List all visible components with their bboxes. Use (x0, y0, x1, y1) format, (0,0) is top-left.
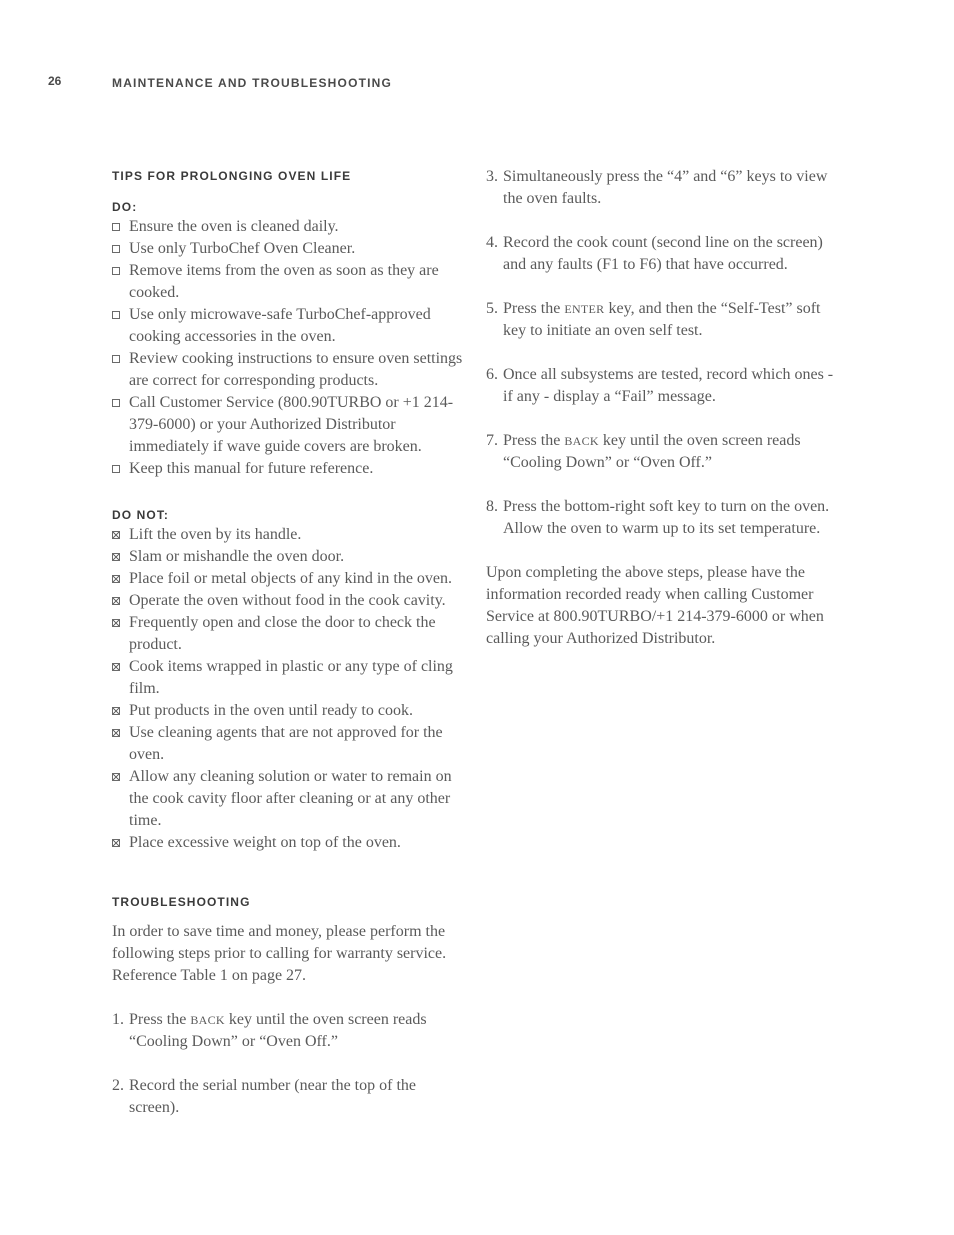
key-name: ENTER (564, 302, 605, 316)
crossed-box-icon (112, 575, 120, 583)
checkbox-icon (112, 311, 120, 319)
list-item: Place foil or metal objects of any kind in the oven. (112, 568, 468, 590)
checkbox-icon (112, 223, 120, 231)
crossed-box-icon (112, 619, 120, 627)
step-item: 5. Press the ENTER key, and then the “Self-Test” soft key to initiate an oven self test. (486, 300, 821, 339)
crossed-box-icon (112, 531, 120, 539)
step-item: 8. Press the bottom-right soft key to turn on the oven. Allow the oven to warm up to its set temperature. (486, 498, 830, 537)
tips-heading: TIPS FOR PROLONGING OVEN LIFE (112, 169, 352, 183)
list-item: Allow any cleaning solution or water to remain on the cook cavity floor after cleaning or at any other time. (112, 766, 468, 832)
checkbox-icon (112, 399, 120, 407)
key-name: BACK (564, 434, 599, 448)
troubleshooting-closing: Upon completing the above steps, please have the information recorded ready when calling Customer Service at 800.90TURBO/+1 214-379-6000 or when calling your Authorized Distributor. (486, 564, 824, 647)
list-item: Remove items from the oven as soon as they are cooked. (112, 260, 468, 304)
list-item: Place excessive weight on top of the oven. (112, 832, 468, 854)
steps-list-right (486, 166, 846, 540)
list-item: Cook items wrapped in plastic or any type of cling film. (112, 656, 468, 700)
crossed-box-icon (112, 773, 120, 781)
checkbox-icon (112, 465, 120, 473)
do-not-label: DO NOT: (112, 508, 170, 522)
checkbox-icon (112, 267, 120, 275)
troubleshooting-intro: In order to save time and money, please perform the following steps prior to calling for warranty service. Reference Table 1 on page 27. (112, 923, 447, 984)
list-item: Operate the oven without food in the cook cavity. (112, 590, 468, 612)
list-item: Review cooking instructions to ensure oven settings are correct for corresponding products. (112, 348, 468, 392)
list-item: Keep this manual for future reference. (112, 458, 468, 480)
list-item: Call Customer Service (800.90TURBO or +1 214-379-6000) or your Authorized Distributor immediately if wave guide covers are broken. (112, 392, 468, 458)
crossed-box-icon (112, 729, 120, 737)
checkbox-icon (112, 355, 120, 363)
list-item: Use only microwave-safe TurboChef-approved cooking accessories in the oven. (112, 304, 468, 348)
left-column (112, 166, 468, 1119)
crossed-box-icon (112, 839, 120, 847)
list-item: Frequently open and close the door to check the product. (112, 612, 468, 656)
crossed-box-icon (112, 707, 120, 715)
list-item: Lift the oven by its handle. (112, 524, 468, 546)
key-name: BACK (190, 1013, 225, 1027)
list-item: Use only TurboChef Oven Cleaner. (112, 238, 468, 260)
crossed-box-icon (112, 597, 120, 605)
list-item: Ensure the oven is cleaned daily. (112, 216, 468, 238)
step-item: 3. Simultaneously press the “4” and “6” keys to view the oven faults. (486, 168, 828, 207)
list-item: Slam or mishandle the oven door. (112, 546, 468, 568)
running-head: MAINTENANCE AND TROUBLESHOOTING (112, 76, 393, 90)
do-not-list (112, 524, 468, 854)
list-item: Use cleaning agents that are not approved for the oven. (112, 722, 468, 766)
step-item: 1. Press the BACK key until the oven screen reads “Cooling Down” or “Oven Off.” (112, 1011, 427, 1050)
list-item: Put products in the oven until ready to cook. (112, 700, 468, 722)
crossed-box-icon (112, 553, 120, 561)
step-item: 7. Press the BACK key until the oven screen reads “Cooling Down” or “Oven Off.” (486, 432, 801, 471)
page-header (0, 74, 954, 94)
step-item: 6. Once all subsystems are tested, record which ones - if any - display a “Fail” message. (486, 366, 834, 405)
right-column (486, 166, 846, 650)
do-label: DO: (112, 200, 138, 214)
step-item: 4. Record the cook count (second line on the screen) and any faults (F1 to F6) that have occurred. (486, 234, 823, 273)
troubleshooting-heading: TROUBLESHOOTING (112, 895, 251, 909)
step-item: 2. Record the serial number (near the top of the screen). (112, 1077, 416, 1116)
crossed-box-icon (112, 663, 120, 671)
page-number: 26 (48, 74, 62, 88)
checkbox-icon (112, 245, 120, 253)
do-list (112, 216, 468, 480)
steps-list-left (112, 1009, 468, 1119)
